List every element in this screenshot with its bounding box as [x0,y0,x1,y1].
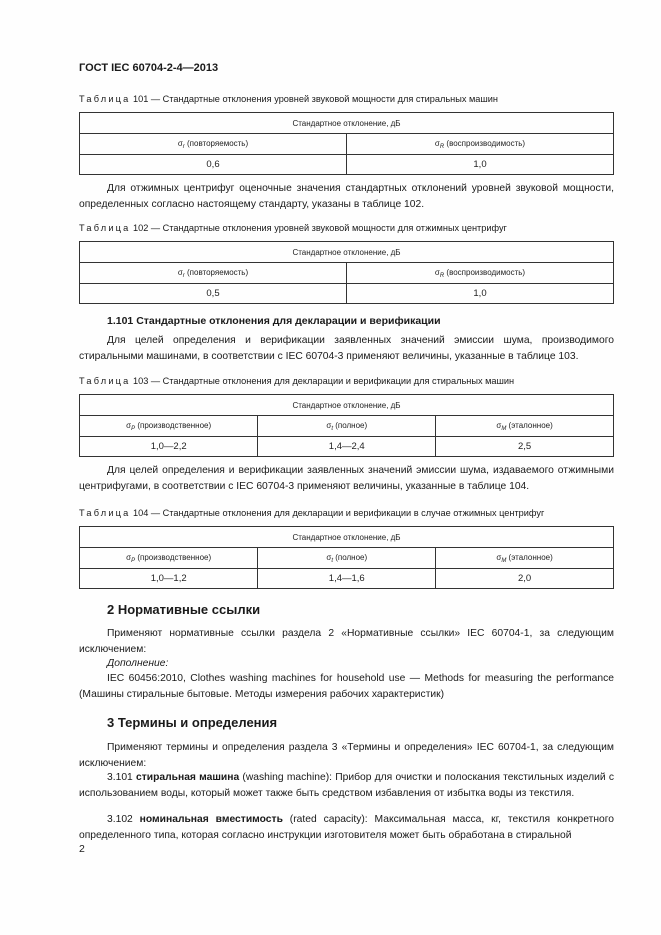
supplement-label [107,656,168,672]
table-104-value-2: 1,4—1,6 [258,569,436,589]
table-102-col-repeatability [80,263,347,284]
sigma-symbol: σ [126,552,132,562]
sigma-symbol: σ [496,420,502,430]
table-103-head: Стандартное отклонение, дБ [80,395,614,416]
table-103-caption-word: Таблица [79,376,131,386]
table-104 [79,526,614,589]
paragraph-section-3: Применяют термины и определения раздела 3 «Термины и определения» IEC 60704-1, за следующим исключением: [79,742,614,769]
definition-3101 [79,770,614,801]
table-103-col-production [80,416,258,437]
table-102 [79,241,614,304]
paragraph-centrifuge: Для отжимных центрифуг оценочные значения стандартных отклонений уровней звуковой мощности, определенных согласно настоящему стандарту, указаны в таблице 102. [79,183,614,210]
table-104-caption-text: 104 — Стандартные отклонения для декларации и верификации в случае отжимных центрифуг [133,508,545,518]
column-label: (воспроизводимость) [444,138,526,148]
table-104-caption-word: Таблица [79,508,131,518]
column-label: (эталонное) [506,420,553,430]
sigma-subscript: R [439,272,445,279]
table-102-caption-text: 102 — Стандартные отклонения уровней звуковой мощности для отжимных центрифуг [133,223,507,233]
table-102-caption-word: Таблица [79,223,131,233]
table-104-col-total [258,548,436,569]
table-101-head: Стандартное отклонение, дБ [80,113,614,134]
table-103-col-reference [436,416,614,437]
paragraph-reference: IEC 60456:2010, Clothes washing machines for household use — Methods for measuring the performance (Машины стиральные бытовые. Методы измерения рабочих характеристик) [79,673,614,700]
paragraph-104: Для целей определения и верификации заявленных значений эмиссии шума, издаваемого отжимными центрифугами, в соответствии с IEC 60704-3 применяют величины, указанные в таблице 104. [79,465,614,492]
column-label: (повторяемость) [184,267,249,277]
column-label: (производственное) [135,552,212,562]
definition-number: 3.102 [107,814,140,825]
definition-number: 3.101 [107,772,136,783]
table-101 [79,112,614,175]
sigma-subscript: t [331,557,333,564]
table-102-value-1: 0,5 [80,284,347,304]
sigma-symbol: σ [326,552,332,562]
definition-term: стиральная машина [135,772,240,783]
sigma-symbol: σ [434,138,440,148]
supplement-text: Дополнение: [107,658,169,669]
paragraph-1101: Для целей определения и верификации заявленных значений эмиссии шума, производимого стиральными машинами, в соответствии с IEC 60704-3 применяют величины, указанные в таблице 103. [79,335,614,362]
table-104-col-reference [436,548,614,569]
sigma-symbol: σ [496,552,502,562]
sigma-subscript: t [331,425,333,432]
sigma-subscript: M [501,425,507,432]
sigma-subscript: R [439,143,445,150]
table-101-value-1: 0,6 [80,155,347,175]
table-103-caption-text: 103 — Стандартные отклонения для декларации и верификации для стиральных машин [133,376,515,386]
sigma-subscript: M [501,557,507,564]
definition-text: (washing machine): Прибор для очистки и полоскания текстильных изделий с использованием воды, который может также быть средством избавления от избытка воды из текстиля. [79,772,614,799]
sigma-symbol: σ [177,138,183,148]
table-102-head: Стандартное отклонение, дБ [80,242,614,263]
page-number: 2 [79,843,85,855]
table-101-col-reproducibility [347,134,614,155]
sigma-subscript: r [182,272,185,279]
section-3-title: 3 Термины и определения [107,715,278,730]
table-103-caption [79,376,514,386]
sigma-subscript: r [182,143,185,150]
table-104-caption [79,508,544,518]
sigma-symbol: σ [126,420,132,430]
table-103-value-1: 1,0—2,2 [80,437,258,457]
column-label: (полное) [332,420,368,430]
table-104-head: Стандартное отклонение, дБ [80,527,614,548]
column-label: (воспроизводимость) [444,267,526,277]
sigma-subscript: P [131,425,136,432]
subsection-1101-title: 1.101 Стандартные отклонения для декларации и верификации [107,315,441,327]
sigma-symbol: σ [326,420,332,430]
table-103-value-2: 1,4—2,4 [258,437,436,457]
sigma-symbol: σ [177,267,183,277]
table-103-value-3: 2,5 [436,437,614,457]
table-102-caption [79,223,507,233]
table-104-value-3: 2,0 [436,569,614,589]
sigma-subscript: P [131,557,136,564]
table-102-value-2: 1,0 [347,284,614,304]
table-104-value-1: 1,0—1,2 [80,569,258,589]
table-102-col-reproducibility [347,263,614,284]
paragraph-section-2: Применяют нормативные ссылки раздела 2 «Нормативные ссылки» IEC 60704-1, за следующим исключением: [79,628,614,655]
definition-term: номинальная вместимость [139,814,283,825]
table-104-col-production [80,548,258,569]
column-label: (эталонное) [506,552,553,562]
table-103-col-total [258,416,436,437]
sigma-symbol: σ [434,267,440,277]
column-label: (полное) [332,552,368,562]
table-101-caption-word: Таблица [79,94,131,104]
table-101-caption-text: 101 — Стандартные отклонения уровней звуковой мощности для стиральных машин [133,94,498,104]
table-101-value-2: 1,0 [347,155,614,175]
document-header: ГОСТ IEC 60704-2-4—2013 [79,62,219,74]
column-label: (повторяемость) [184,138,249,148]
section-2-title: 2 Нормативные ссылки [107,602,261,617]
column-label: (производственное) [135,420,212,430]
table-101-col-repeatability [80,134,347,155]
definition-3102 [79,812,614,843]
table-103 [79,394,614,457]
table-101-caption [79,94,498,104]
definition-text: (rated capacity): Максимальная масса, кг, текстиля конкретного определенного типа, которая согласно инструкции изготовителя может быть обработана в стиральной [79,814,614,841]
